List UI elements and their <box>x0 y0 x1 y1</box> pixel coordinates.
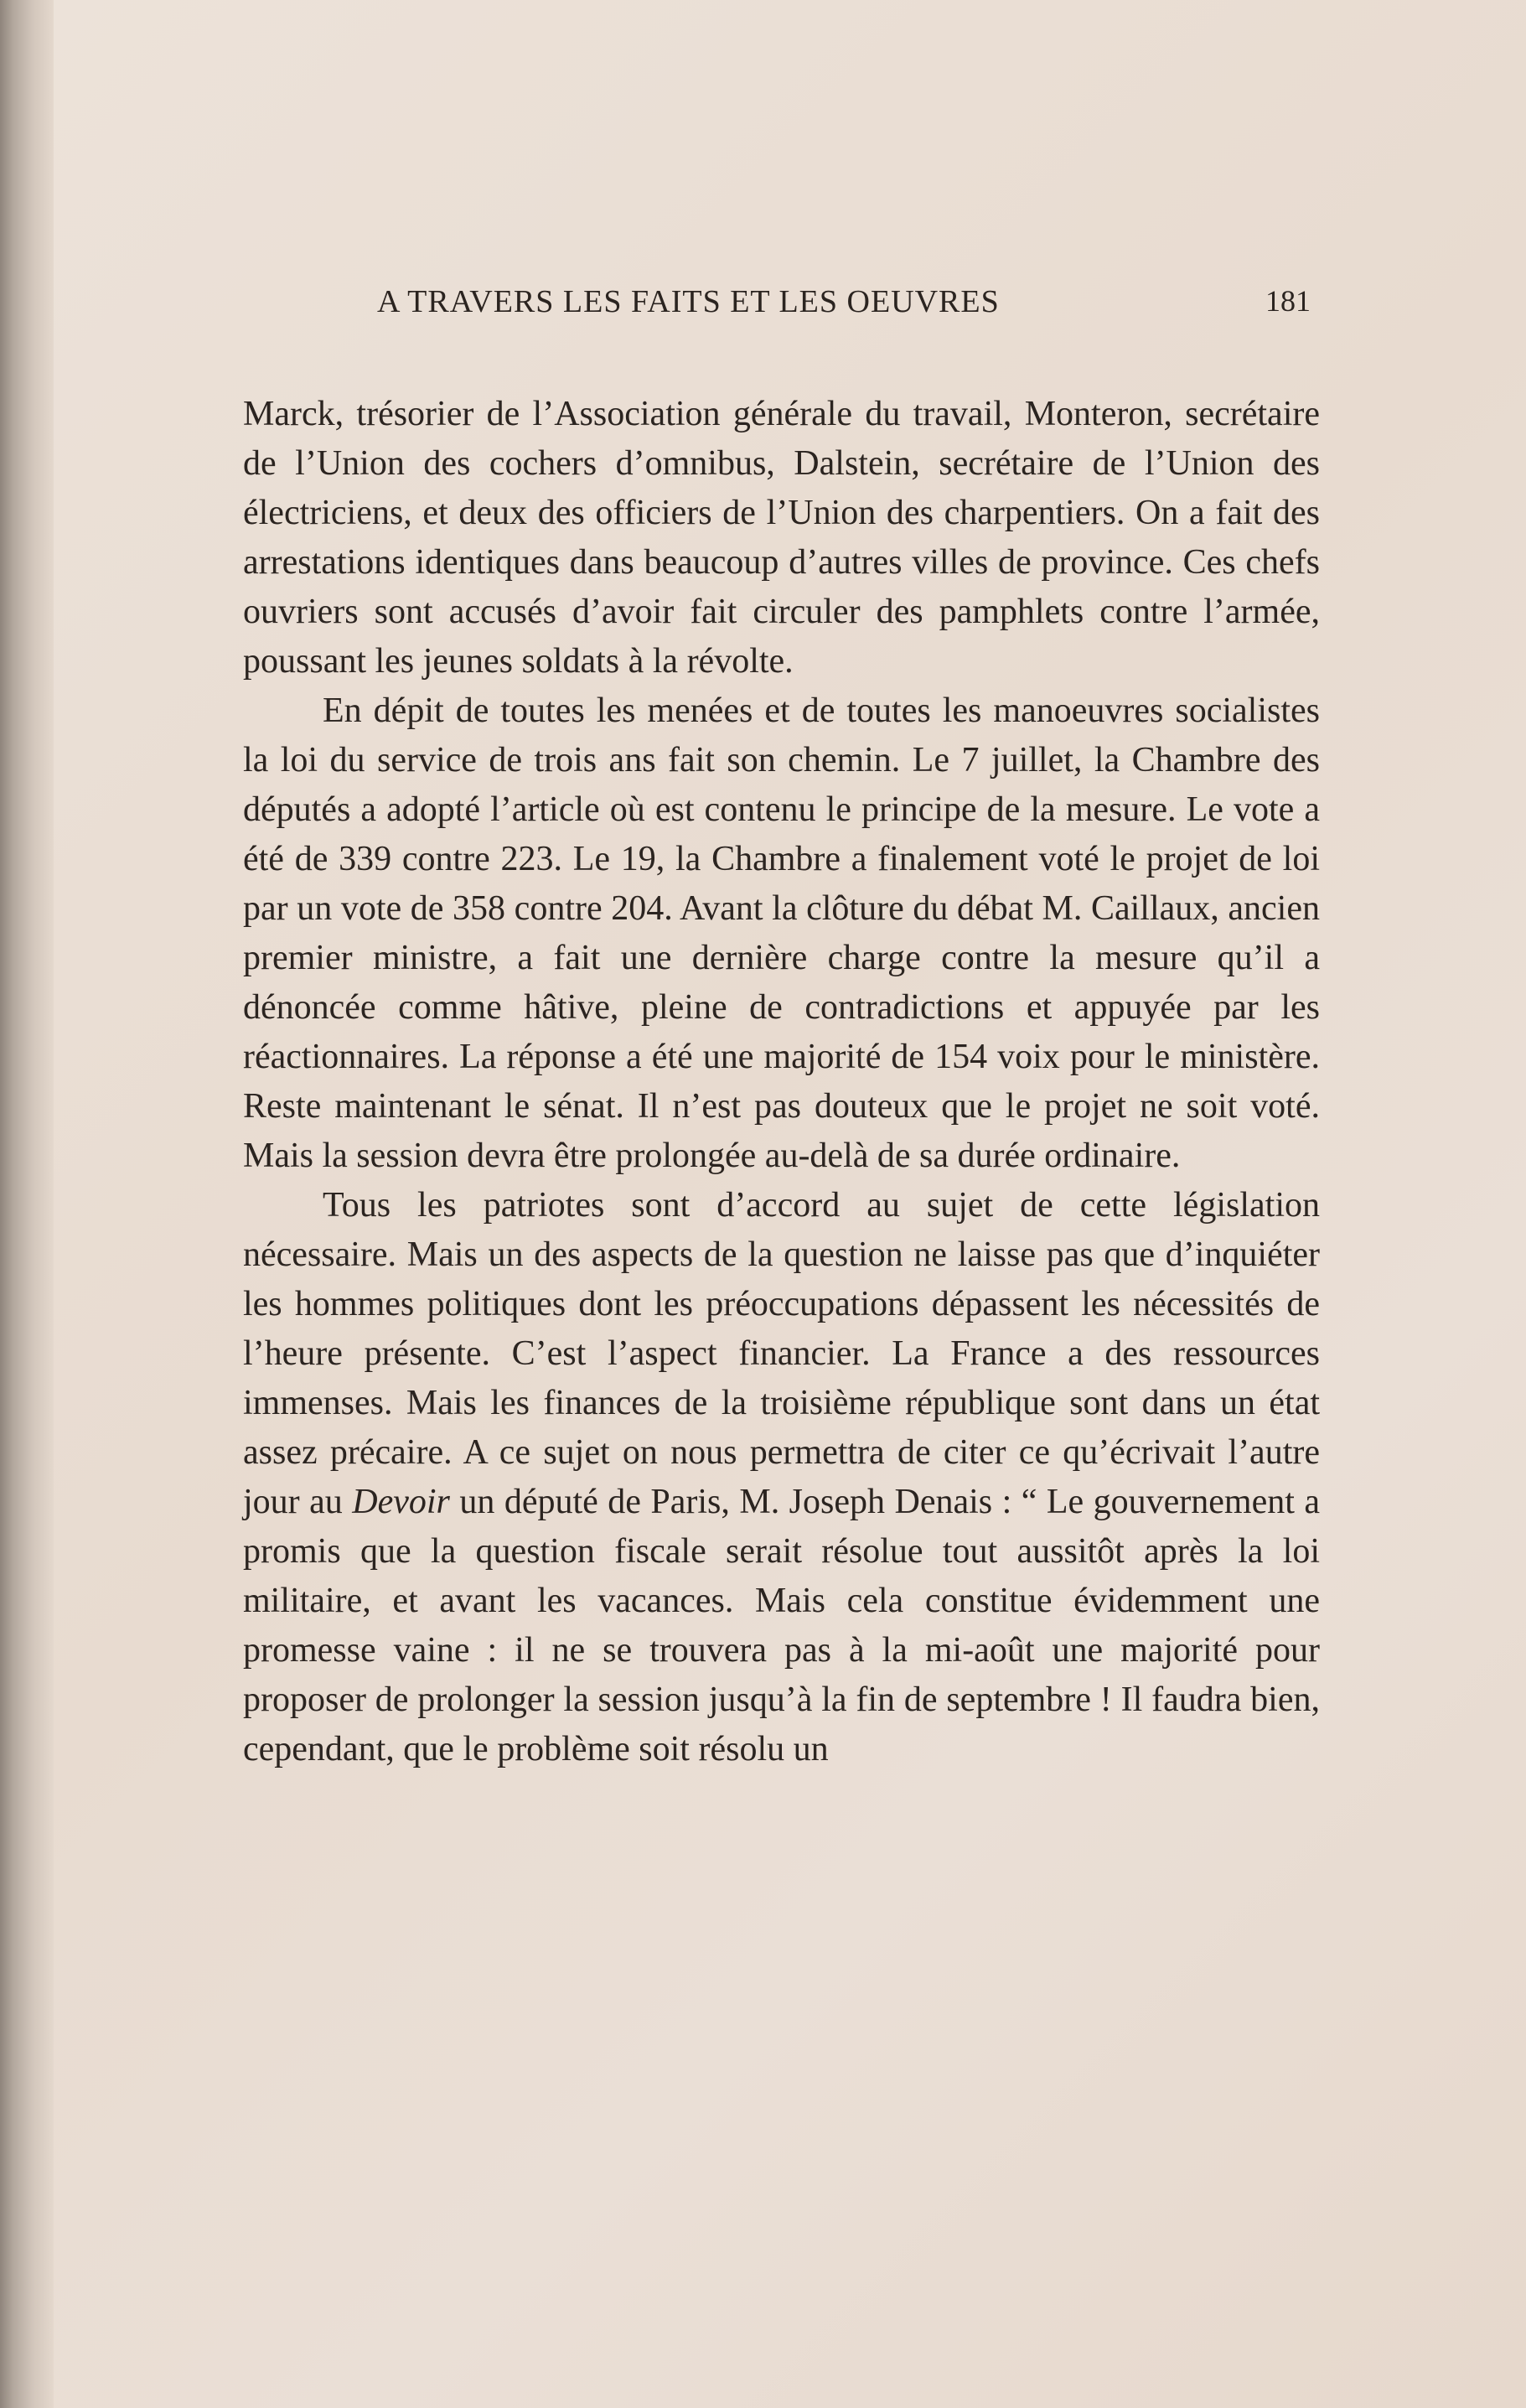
paragraph-1: Marck, trésorier de l’Association générale du travail, Monteron, secrétaire de l’Union des cochers d’omnibus, Dalstein, secrétaire de l’Union des électriciens, et deux des officiers de l’Union des charpentiers. On a fait des arrestations identiques dans beaucoup d’autres villes de province. Ces chefs ouvriers sont accusés d’avoir fait circuler des pamphlets contre l’armée, poussant les jeunes soldats à la révolte. <box>243 395 1320 681</box>
body-text <box>243 390 1320 1774</box>
page-header <box>243 283 1341 334</box>
newspaper-title-devoir: Devoir <box>352 1483 450 1521</box>
paragraph-3-part-1: Tous les patriotes sont d’accord au sujet de cette législation nécessaire. Mais un des aspects de la question ne laisse pas que d’inquiéter les hommes politiques dont les préoccupations dépassent les nécessités de l’heure présente. C’est l’aspect financier. La France a des ressources immenses. Mais les finances de la troisième république sont dans un état assez précaire. A ce sujet on nous permettra de citer ce qu’écrivait l’autre jour au <box>243 1186 1320 1521</box>
running-title: A TRAVERS LES FAITS ET LES OEUVRES <box>377 284 1000 319</box>
paragraph-3-part-2: un député de Paris, M. Joseph Denais : “ Le gouvernement a promis que la question fiscale serait résolue tout aussitôt après la loi militaire, et avant les vacances. Mais cela constitue évidemment une promesse vaine : il ne se trouvera pas à la mi-août une majorité pour proposer de prolonger la session jusqu’à la fin de septembre ! Il faudra bien, cependant, que le problème soit résolu un <box>243 1483 1320 1768</box>
paragraph-2: En dépit de toutes les menées et de toutes les manoeuvres socialistes la loi du service de trois ans fait son chemin. Le 7 juillet, la Chambre des députés a adopté l’article où est contenu le principe de la mesure. Le vote a été de 339 contre 223. Le 19, la Chambre a finalement voté le projet de loi par un vote de 358 contre 204. Avant la clôture du débat M. Caillaux, ancien premier ministre, a fait une dernière charge contre la mesure qu’il a dénoncée comme hâtive, pleine de contradictions et appuyée par les réactionnaires. La réponse a été une majorité de 154 voix pour le ministère. Reste maintenant le sénat. Il n’est pas douteux que le projet ne soit voté. Mais la session devra être prolongée au-delà de sa durée ordinaire. <box>243 691 1320 1175</box>
paragraph-3 <box>243 1181 1320 1774</box>
page-number: 181 <box>1265 284 1311 318</box>
book-gutter-shadow <box>0 0 54 2408</box>
